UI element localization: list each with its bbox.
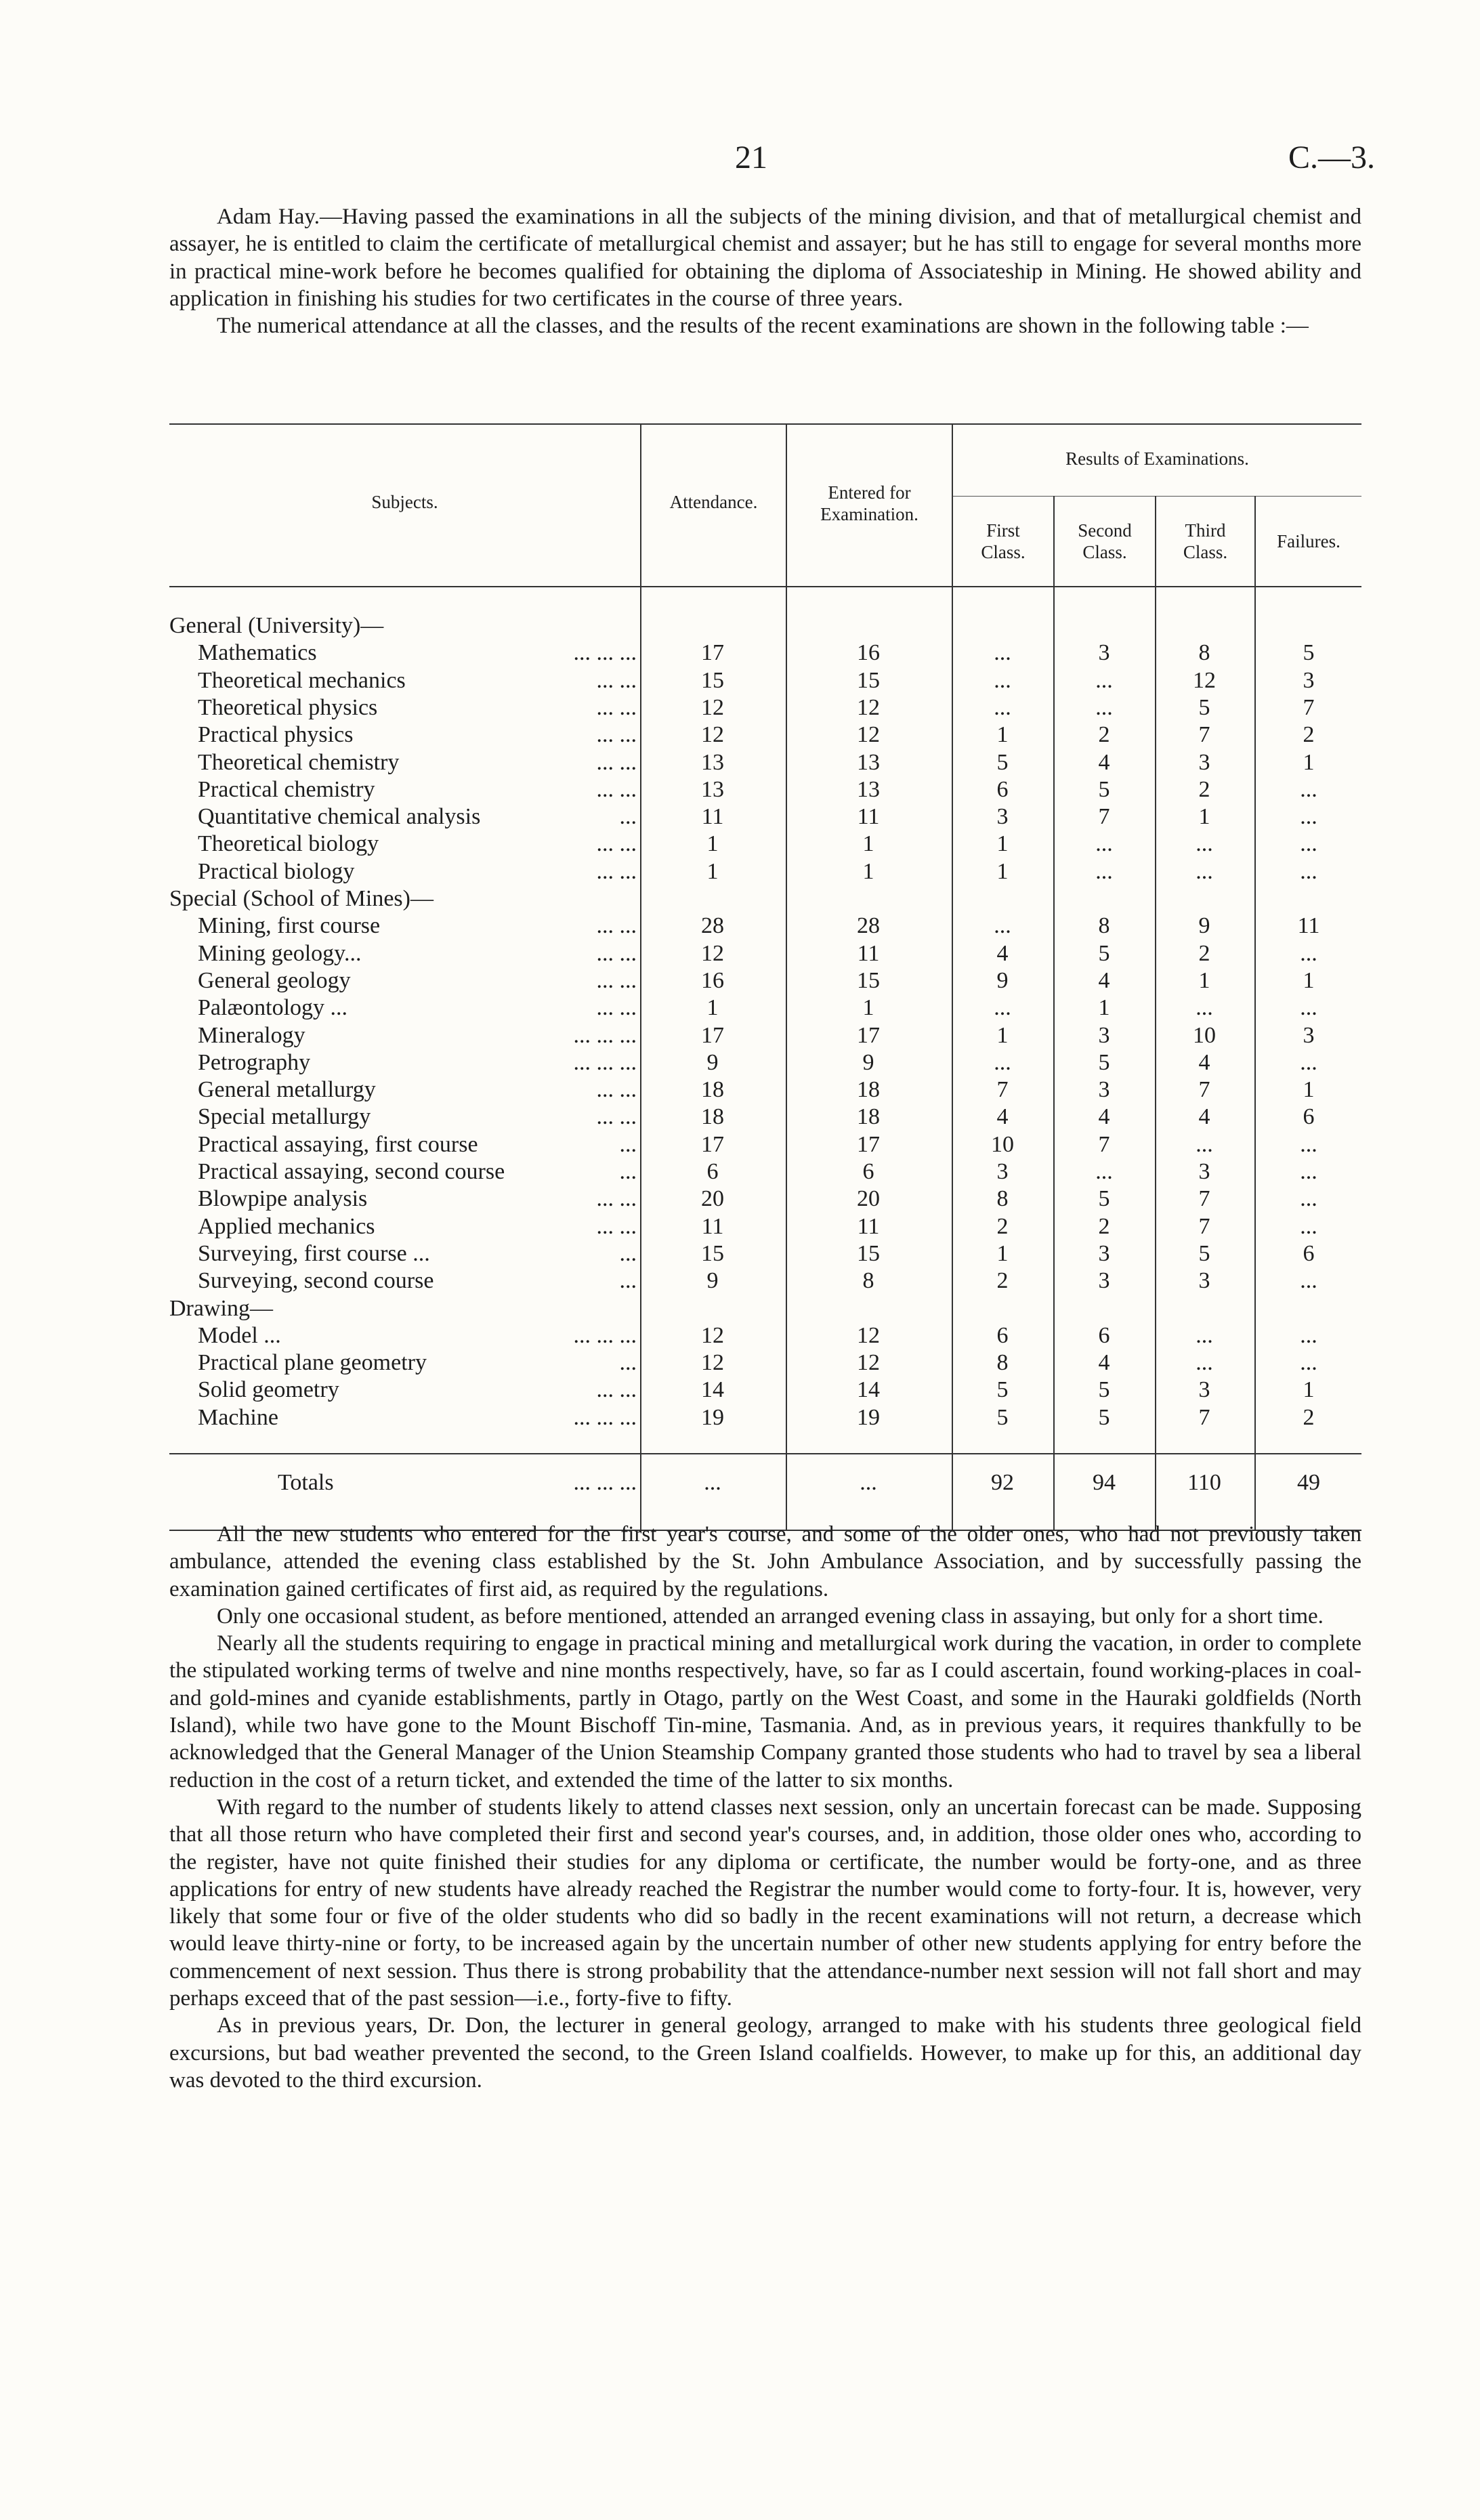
cell-failures: 1 bbox=[1303, 967, 1315, 993]
leader-dots: ... ... bbox=[596, 1104, 637, 1130]
body-paragraph: Only one occasional student, as before mentioned, attended an arranged evening class in assaying, but only for a short time. bbox=[217, 1603, 1324, 1629]
results-subheader-rule bbox=[952, 496, 1361, 497]
table-column-rule bbox=[640, 423, 641, 1530]
cell-attendance: 15 bbox=[701, 667, 724, 693]
cell-first: ... bbox=[994, 694, 1011, 720]
totals-first-class: 92 bbox=[991, 1470, 1014, 1495]
cell-third: 3 bbox=[1198, 749, 1210, 775]
cell-third: 1 bbox=[1198, 804, 1210, 830]
cell-attendance: 28 bbox=[701, 913, 724, 939]
cell-failures: 5 bbox=[1303, 640, 1315, 666]
totals-entered: ... bbox=[860, 1470, 877, 1495]
cell-failures: ... bbox=[1300, 804, 1317, 830]
cell-first: 4 bbox=[996, 940, 1009, 966]
totals-label: Totals bbox=[278, 1470, 334, 1495]
cell-entered: 28 bbox=[857, 913, 880, 939]
cell-second: 8 bbox=[1098, 913, 1110, 939]
subject-name: Model ... bbox=[198, 1322, 281, 1348]
cell-entered: 1 bbox=[862, 831, 874, 857]
cell-second: 3 bbox=[1098, 1022, 1110, 1048]
cell-failures: 2 bbox=[1303, 722, 1315, 748]
subject-name: Machine bbox=[198, 1404, 278, 1430]
cell-first: 5 bbox=[996, 1377, 1009, 1403]
cell-second: 4 bbox=[1098, 749, 1110, 775]
cell-failures: ... bbox=[1300, 776, 1317, 802]
subject-name: Practical physics bbox=[198, 722, 354, 748]
cell-entered: 17 bbox=[857, 1022, 880, 1048]
cell-failures: ... bbox=[1300, 1350, 1317, 1376]
cell-third: 4 bbox=[1198, 1049, 1210, 1075]
totals-attendance: ... bbox=[704, 1470, 721, 1495]
cell-attendance: 11 bbox=[701, 804, 724, 830]
subject-name: Theoretical mechanics bbox=[198, 667, 406, 693]
cell-failures: ... bbox=[1300, 831, 1317, 857]
cell-attendance: 1 bbox=[706, 858, 719, 884]
subject-name: Quantitative chemical analysis bbox=[198, 804, 481, 830]
leader-dots: ... ... bbox=[596, 694, 637, 720]
cell-entered: 20 bbox=[857, 1186, 880, 1212]
subject-name: Applied mechanics bbox=[198, 1213, 375, 1239]
cell-first: 1 bbox=[996, 831, 1009, 857]
cell-entered: 11 bbox=[857, 940, 880, 966]
body-paragraph: With regard to the number of students likely to attend classes next session, only an uncertain forecast can be made. Supposing that all those return who have completed their first and second year's courses, and, in addition, those older ones who, according to the register, have not quite finished their studies for any diploma or certificate, the number would be forty-one, and as three applications for entry of new students have already reached the Registrar the number would come to forty-four. It is, however, very likely that some four or five of the older students who did so badly in the recent examinations will not return, a decrease which would leave thirty-nine or forty, to be increased again by the uncertain number of other new students applying for entry before the commencement of next session. Thus there is strong probability that the attendance-number next session will not fall short and may perhaps exceed that of the past session—i.e., forty-five to fifty. bbox=[169, 1794, 1361, 2011]
totals-third-class: 110 bbox=[1187, 1470, 1221, 1495]
cell-failures: ... bbox=[1300, 1186, 1317, 1212]
cell-attendance: 17 bbox=[701, 640, 724, 666]
totals-failures: 49 bbox=[1297, 1470, 1320, 1495]
leader-dots: ... bbox=[619, 1240, 637, 1266]
cell-first: 5 bbox=[996, 1404, 1009, 1430]
body-text bbox=[169, 1521, 1361, 2094]
subject-name: General geology bbox=[198, 967, 351, 993]
cell-second: 3 bbox=[1098, 1240, 1110, 1266]
cell-entered: 8 bbox=[862, 1268, 874, 1294]
header-second-class: Second Class. bbox=[1078, 520, 1132, 562]
leader-dots: ... ... bbox=[596, 913, 637, 939]
cell-second: 5 bbox=[1098, 1404, 1110, 1430]
subject-name: Blowpipe analysis bbox=[198, 1186, 368, 1212]
cell-attendance: 11 bbox=[701, 1213, 724, 1239]
cell-second: 2 bbox=[1098, 1213, 1110, 1239]
cell-second: ... bbox=[1095, 667, 1113, 693]
cell-entered: 13 bbox=[857, 776, 880, 802]
subject-name: Special metallurgy bbox=[198, 1104, 371, 1130]
cell-entered: 15 bbox=[857, 1240, 880, 1266]
leader-dots: ... ... bbox=[596, 749, 637, 775]
leader-dots: ... ... bbox=[596, 1377, 637, 1403]
cell-attendance: 16 bbox=[701, 967, 724, 993]
cell-third: 7 bbox=[1198, 1186, 1210, 1212]
cell-second: 5 bbox=[1098, 1377, 1110, 1403]
cell-first: 7 bbox=[996, 1077, 1009, 1103]
cell-third: ... bbox=[1196, 995, 1213, 1021]
cell-third: 2 bbox=[1198, 776, 1210, 802]
cell-second: 2 bbox=[1098, 722, 1110, 748]
cell-failures: ... bbox=[1300, 940, 1317, 966]
cell-second: 5 bbox=[1098, 776, 1110, 802]
leader-dots: ... ... bbox=[596, 967, 637, 993]
cell-third: ... bbox=[1196, 1322, 1213, 1348]
cell-second: ... bbox=[1095, 858, 1113, 884]
cell-third: ... bbox=[1196, 1131, 1213, 1157]
cell-third: ... bbox=[1196, 858, 1213, 884]
subject-name: Mathematics bbox=[198, 640, 317, 666]
cell-third: 7 bbox=[1198, 722, 1210, 748]
subject-name: Palæontology ... bbox=[198, 995, 348, 1021]
cell-second: 1 bbox=[1098, 995, 1110, 1021]
cell-first: ... bbox=[994, 995, 1011, 1021]
subject-name: General metallurgy bbox=[198, 1077, 376, 1103]
cell-third: 12 bbox=[1193, 667, 1216, 693]
leader-dots: ... bbox=[619, 1350, 637, 1376]
cell-failures: ... bbox=[1300, 858, 1317, 884]
cell-second: 4 bbox=[1098, 1350, 1110, 1376]
cell-second: 7 bbox=[1098, 1131, 1110, 1157]
cell-first: ... bbox=[994, 640, 1011, 666]
subject-name: Surveying, first course ... bbox=[198, 1240, 430, 1266]
cell-third: 10 bbox=[1193, 1022, 1216, 1048]
leader-dots: ... bbox=[619, 1131, 637, 1157]
header-results: Results of Examinations. bbox=[1065, 448, 1249, 469]
cell-third: ... bbox=[1196, 1350, 1213, 1376]
header-third-class: Third Class. bbox=[1183, 520, 1228, 562]
totals-leader-dots: ... ... ... bbox=[573, 1470, 637, 1495]
table-column-rule bbox=[786, 423, 787, 1530]
cell-third: 5 bbox=[1198, 1240, 1210, 1266]
cell-first: 6 bbox=[996, 1322, 1009, 1348]
body-paragraph: Nearly all the students requiring to engage in practical mining and metallurgical work during the vacation, in order to complete the stipulated working terms of twelve and nine months respectively, have, so far as I could ascertain, found working-places in coal- and gold-mines and cyanide establishments, partly in Otago, partly on the West Coast, and some in the Hauraki goldfields (North Island), while two have gone to the Mount Bischoff Tin-mine, Tasmania. And, as in previous years, it requires thankfully to be acknowledged that the General Manager of the Union Steamship Company granted those students who had to travel by sea a liberal reduction in the cost of a return ticket, and extended the time of the latter to six months. bbox=[169, 1631, 1361, 1792]
cell-first: 3 bbox=[996, 1159, 1009, 1184]
subject-name: Theoretical physics bbox=[198, 694, 378, 720]
cell-entered: 11 bbox=[857, 804, 880, 830]
table-column-rule bbox=[1254, 496, 1256, 1530]
leader-dots: ... ... bbox=[596, 1077, 637, 1103]
subject-name: Mining, first course bbox=[198, 913, 381, 939]
cell-attendance: 12 bbox=[701, 940, 724, 966]
cell-failures: 11 bbox=[1297, 913, 1320, 939]
cell-third: 9 bbox=[1198, 913, 1210, 939]
cell-entered: 9 bbox=[862, 1049, 874, 1075]
cell-failures: 1 bbox=[1303, 1377, 1315, 1403]
subject-name: Mineralogy bbox=[198, 1022, 305, 1048]
cell-attendance: 15 bbox=[701, 1240, 724, 1266]
subject-name: Petrography bbox=[198, 1049, 311, 1075]
cell-third: 4 bbox=[1198, 1104, 1210, 1130]
leader-dots: ... ... ... bbox=[573, 640, 637, 666]
leader-dots: ... ... bbox=[596, 776, 637, 802]
cell-attendance: 13 bbox=[701, 749, 724, 775]
cell-attendance: 12 bbox=[701, 1322, 724, 1348]
table-totals-rule bbox=[169, 1453, 1361, 1454]
cell-entered: 14 bbox=[857, 1377, 880, 1403]
leader-dots: ... ... bbox=[596, 995, 637, 1021]
cell-third: 1 bbox=[1198, 967, 1210, 993]
cell-third: 3 bbox=[1198, 1159, 1210, 1184]
leader-dots: ... ... bbox=[596, 858, 637, 884]
header-attendance: Attendance. bbox=[669, 492, 758, 512]
group-heading: Drawing— bbox=[169, 1295, 273, 1321]
cell-attendance: 6 bbox=[706, 1159, 719, 1184]
subject-name: Practical biology bbox=[198, 858, 355, 884]
cell-first: 10 bbox=[991, 1131, 1014, 1157]
intro-paragraph: Adam Hay.—Having passed the examinations in all the subjects of the mining division, and that of metallurgical chemist and assayer, he is entitled to claim the certificate of metallurgical chemist and assayer; but he has still to engage for several months more in practical mine-work before he becomes qualified for obtaining the diploma of Associateship in Mining. He showed ability and application in finishing his studies for two certificates in the course of three years. bbox=[169, 205, 1361, 311]
cell-failures: 2 bbox=[1303, 1404, 1315, 1430]
cell-third: 8 bbox=[1198, 640, 1210, 666]
subject-name: Practical assaying, first course bbox=[198, 1131, 478, 1157]
subject-name: Practical assaying, second course bbox=[198, 1159, 505, 1184]
leader-dots: ... ... ... bbox=[573, 1404, 637, 1430]
table-header-rule bbox=[169, 586, 1361, 587]
cell-entered: 12 bbox=[857, 694, 880, 720]
cell-attendance: 14 bbox=[701, 1377, 724, 1403]
subject-name: Theoretical biology bbox=[198, 831, 379, 857]
cell-second: 5 bbox=[1098, 1186, 1110, 1212]
subject-name: Theoretical chemistry bbox=[198, 749, 400, 775]
cell-entered: 18 bbox=[857, 1104, 880, 1130]
cell-entered: 16 bbox=[857, 640, 880, 666]
cell-entered: 1 bbox=[862, 995, 874, 1021]
cell-first: 5 bbox=[996, 749, 1009, 775]
table-column-rule bbox=[1155, 496, 1156, 1530]
header-failures: Failures. bbox=[1277, 531, 1340, 551]
cell-first: 1 bbox=[996, 722, 1009, 748]
cell-first: 1 bbox=[996, 1240, 1009, 1266]
cell-third: 3 bbox=[1198, 1377, 1210, 1403]
cell-attendance: 9 bbox=[706, 1268, 719, 1294]
table-column-rule bbox=[952, 423, 953, 1530]
cell-third: 7 bbox=[1198, 1213, 1210, 1239]
cell-first: ... bbox=[994, 1049, 1011, 1075]
cell-attendance: 17 bbox=[701, 1131, 724, 1157]
table-column-rule bbox=[1053, 496, 1055, 1530]
leader-dots: ... bbox=[619, 804, 637, 830]
leader-dots: ... ... bbox=[596, 667, 637, 693]
leader-dots: ... ... bbox=[596, 722, 637, 748]
cell-second: ... bbox=[1095, 831, 1113, 857]
cell-failures: 6 bbox=[1303, 1240, 1315, 1266]
subject-name: Practical chemistry bbox=[198, 776, 375, 802]
cell-failures: ... bbox=[1300, 995, 1317, 1021]
totals-second-class: 94 bbox=[1093, 1470, 1116, 1495]
cell-first: ... bbox=[994, 913, 1011, 939]
cell-second: 3 bbox=[1098, 1268, 1110, 1294]
cell-second: 3 bbox=[1098, 1077, 1110, 1103]
subject-name: Surveying, second course bbox=[198, 1268, 434, 1294]
cell-first: 2 bbox=[996, 1268, 1009, 1294]
cell-third: ... bbox=[1196, 831, 1213, 857]
cell-failures: ... bbox=[1300, 1213, 1317, 1239]
results-table bbox=[169, 423, 1361, 1531]
cell-first: 9 bbox=[996, 967, 1009, 993]
subject-name: Mining geology... bbox=[198, 940, 362, 966]
cell-entered: 1 bbox=[862, 858, 874, 884]
cell-third: 5 bbox=[1198, 694, 1210, 720]
cell-entered: 12 bbox=[857, 1350, 880, 1376]
header-subjects: Subjects. bbox=[371, 492, 438, 512]
cell-second: 5 bbox=[1098, 1049, 1110, 1075]
cell-failures: ... bbox=[1300, 1268, 1317, 1294]
group-heading: Special (School of Mines)— bbox=[169, 886, 434, 911]
cell-entered: 13 bbox=[857, 749, 880, 775]
cell-attendance: 1 bbox=[706, 995, 719, 1021]
cell-attendance: 12 bbox=[701, 1350, 724, 1376]
table-top-rule bbox=[169, 423, 1361, 425]
cell-entered: 19 bbox=[857, 1404, 880, 1430]
cell-first: 8 bbox=[996, 1350, 1009, 1376]
cell-third: 3 bbox=[1198, 1268, 1210, 1294]
page-number: 21 bbox=[735, 140, 767, 175]
cell-attendance: 13 bbox=[701, 776, 724, 802]
cell-attendance: 18 bbox=[701, 1104, 724, 1130]
cell-entered: 12 bbox=[857, 722, 880, 748]
cell-first: ... bbox=[994, 667, 1011, 693]
body-paragraph: All the new students who entered for the first year's course, and some of the older ones, who had not previously taken ambulance, attended the evening class established by the St. John Ambulance Association, and by successfully passing the examination gained certificates of first aid, as required by the regulations. bbox=[169, 1522, 1361, 1601]
cell-third: 7 bbox=[1198, 1077, 1210, 1103]
cell-first: 2 bbox=[996, 1213, 1009, 1239]
cell-attendance: 1 bbox=[706, 831, 719, 857]
cell-attendance: 17 bbox=[701, 1022, 724, 1048]
cell-failures: ... bbox=[1300, 1159, 1317, 1184]
leader-dots: ... bbox=[619, 1268, 637, 1294]
leader-dots: ... ... bbox=[596, 831, 637, 857]
subject-name: Practical plane geometry bbox=[198, 1350, 427, 1376]
cell-entered: 12 bbox=[857, 1322, 880, 1348]
cell-failures: 6 bbox=[1303, 1104, 1315, 1130]
leader-dots: ... ... bbox=[596, 940, 637, 966]
header-first-class: First Class. bbox=[981, 520, 1026, 562]
cell-second: 4 bbox=[1098, 967, 1110, 993]
document-reference: C.—3. bbox=[1288, 140, 1375, 175]
cell-third: 2 bbox=[1198, 940, 1210, 966]
leader-dots: ... ... ... bbox=[573, 1022, 637, 1048]
page-header bbox=[0, 139, 1480, 180]
subject-name: Solid geometry bbox=[198, 1377, 339, 1403]
cell-entered: 11 bbox=[857, 1213, 880, 1239]
cell-failures: ... bbox=[1300, 1322, 1317, 1348]
body-paragraph: As in previous years, Dr. Don, the lecturer in general geology, arranged to make with his students three geological field excursions, but bad weather prevented the second, to the Green Island coalfields. However, to make up for this, an additional day was devoted to the third excursion. bbox=[169, 2013, 1361, 2093]
cell-first: 3 bbox=[996, 804, 1009, 830]
cell-attendance: 18 bbox=[701, 1077, 724, 1103]
cell-second: 3 bbox=[1098, 640, 1110, 666]
cell-first: 4 bbox=[996, 1104, 1009, 1130]
leader-dots: ... ... ... bbox=[573, 1322, 637, 1348]
leader-dots: ... bbox=[619, 1159, 637, 1184]
cell-second: ... bbox=[1095, 1159, 1113, 1184]
cell-failures: 3 bbox=[1303, 1022, 1315, 1048]
cell-entered: 6 bbox=[862, 1159, 874, 1184]
cell-first: 1 bbox=[996, 1022, 1009, 1048]
cell-entered: 17 bbox=[857, 1131, 880, 1157]
leader-dots: ... ... bbox=[596, 1213, 637, 1239]
group-heading: General (University)— bbox=[169, 613, 384, 638]
cell-second: 6 bbox=[1098, 1322, 1110, 1348]
cell-entered: 18 bbox=[857, 1077, 880, 1103]
cell-first: 8 bbox=[996, 1186, 1009, 1212]
cell-second: 7 bbox=[1098, 804, 1110, 830]
cell-failures: 1 bbox=[1303, 1077, 1315, 1103]
cell-failures: 3 bbox=[1303, 667, 1315, 693]
cell-third: 7 bbox=[1198, 1404, 1210, 1430]
leader-dots: ... ... ... bbox=[573, 1049, 637, 1075]
intro-paragraph: The numerical attendance at all the classes, and the results of the recent examinations are shown in the following table :— bbox=[217, 314, 1309, 339]
cell-attendance: 9 bbox=[706, 1049, 719, 1075]
cell-attendance: 20 bbox=[701, 1186, 724, 1212]
cell-second: ... bbox=[1095, 694, 1113, 720]
cell-second: 5 bbox=[1098, 940, 1110, 966]
cell-attendance: 12 bbox=[701, 694, 724, 720]
cell-failures: ... bbox=[1300, 1131, 1317, 1157]
cell-attendance: 12 bbox=[701, 722, 724, 748]
intro-text bbox=[169, 203, 1361, 339]
cell-failures: 7 bbox=[1303, 694, 1315, 720]
cell-attendance: 19 bbox=[701, 1404, 724, 1430]
cell-entered: 15 bbox=[857, 667, 880, 693]
leader-dots: ... ... bbox=[596, 1186, 637, 1212]
cell-failures: 1 bbox=[1303, 749, 1315, 775]
cell-second: 4 bbox=[1098, 1104, 1110, 1130]
header-entered: Entered for Examination. bbox=[820, 482, 918, 524]
cell-first: 6 bbox=[996, 776, 1009, 802]
cell-failures: ... bbox=[1300, 1049, 1317, 1075]
cell-first: 1 bbox=[996, 858, 1009, 884]
cell-entered: 15 bbox=[857, 967, 880, 993]
